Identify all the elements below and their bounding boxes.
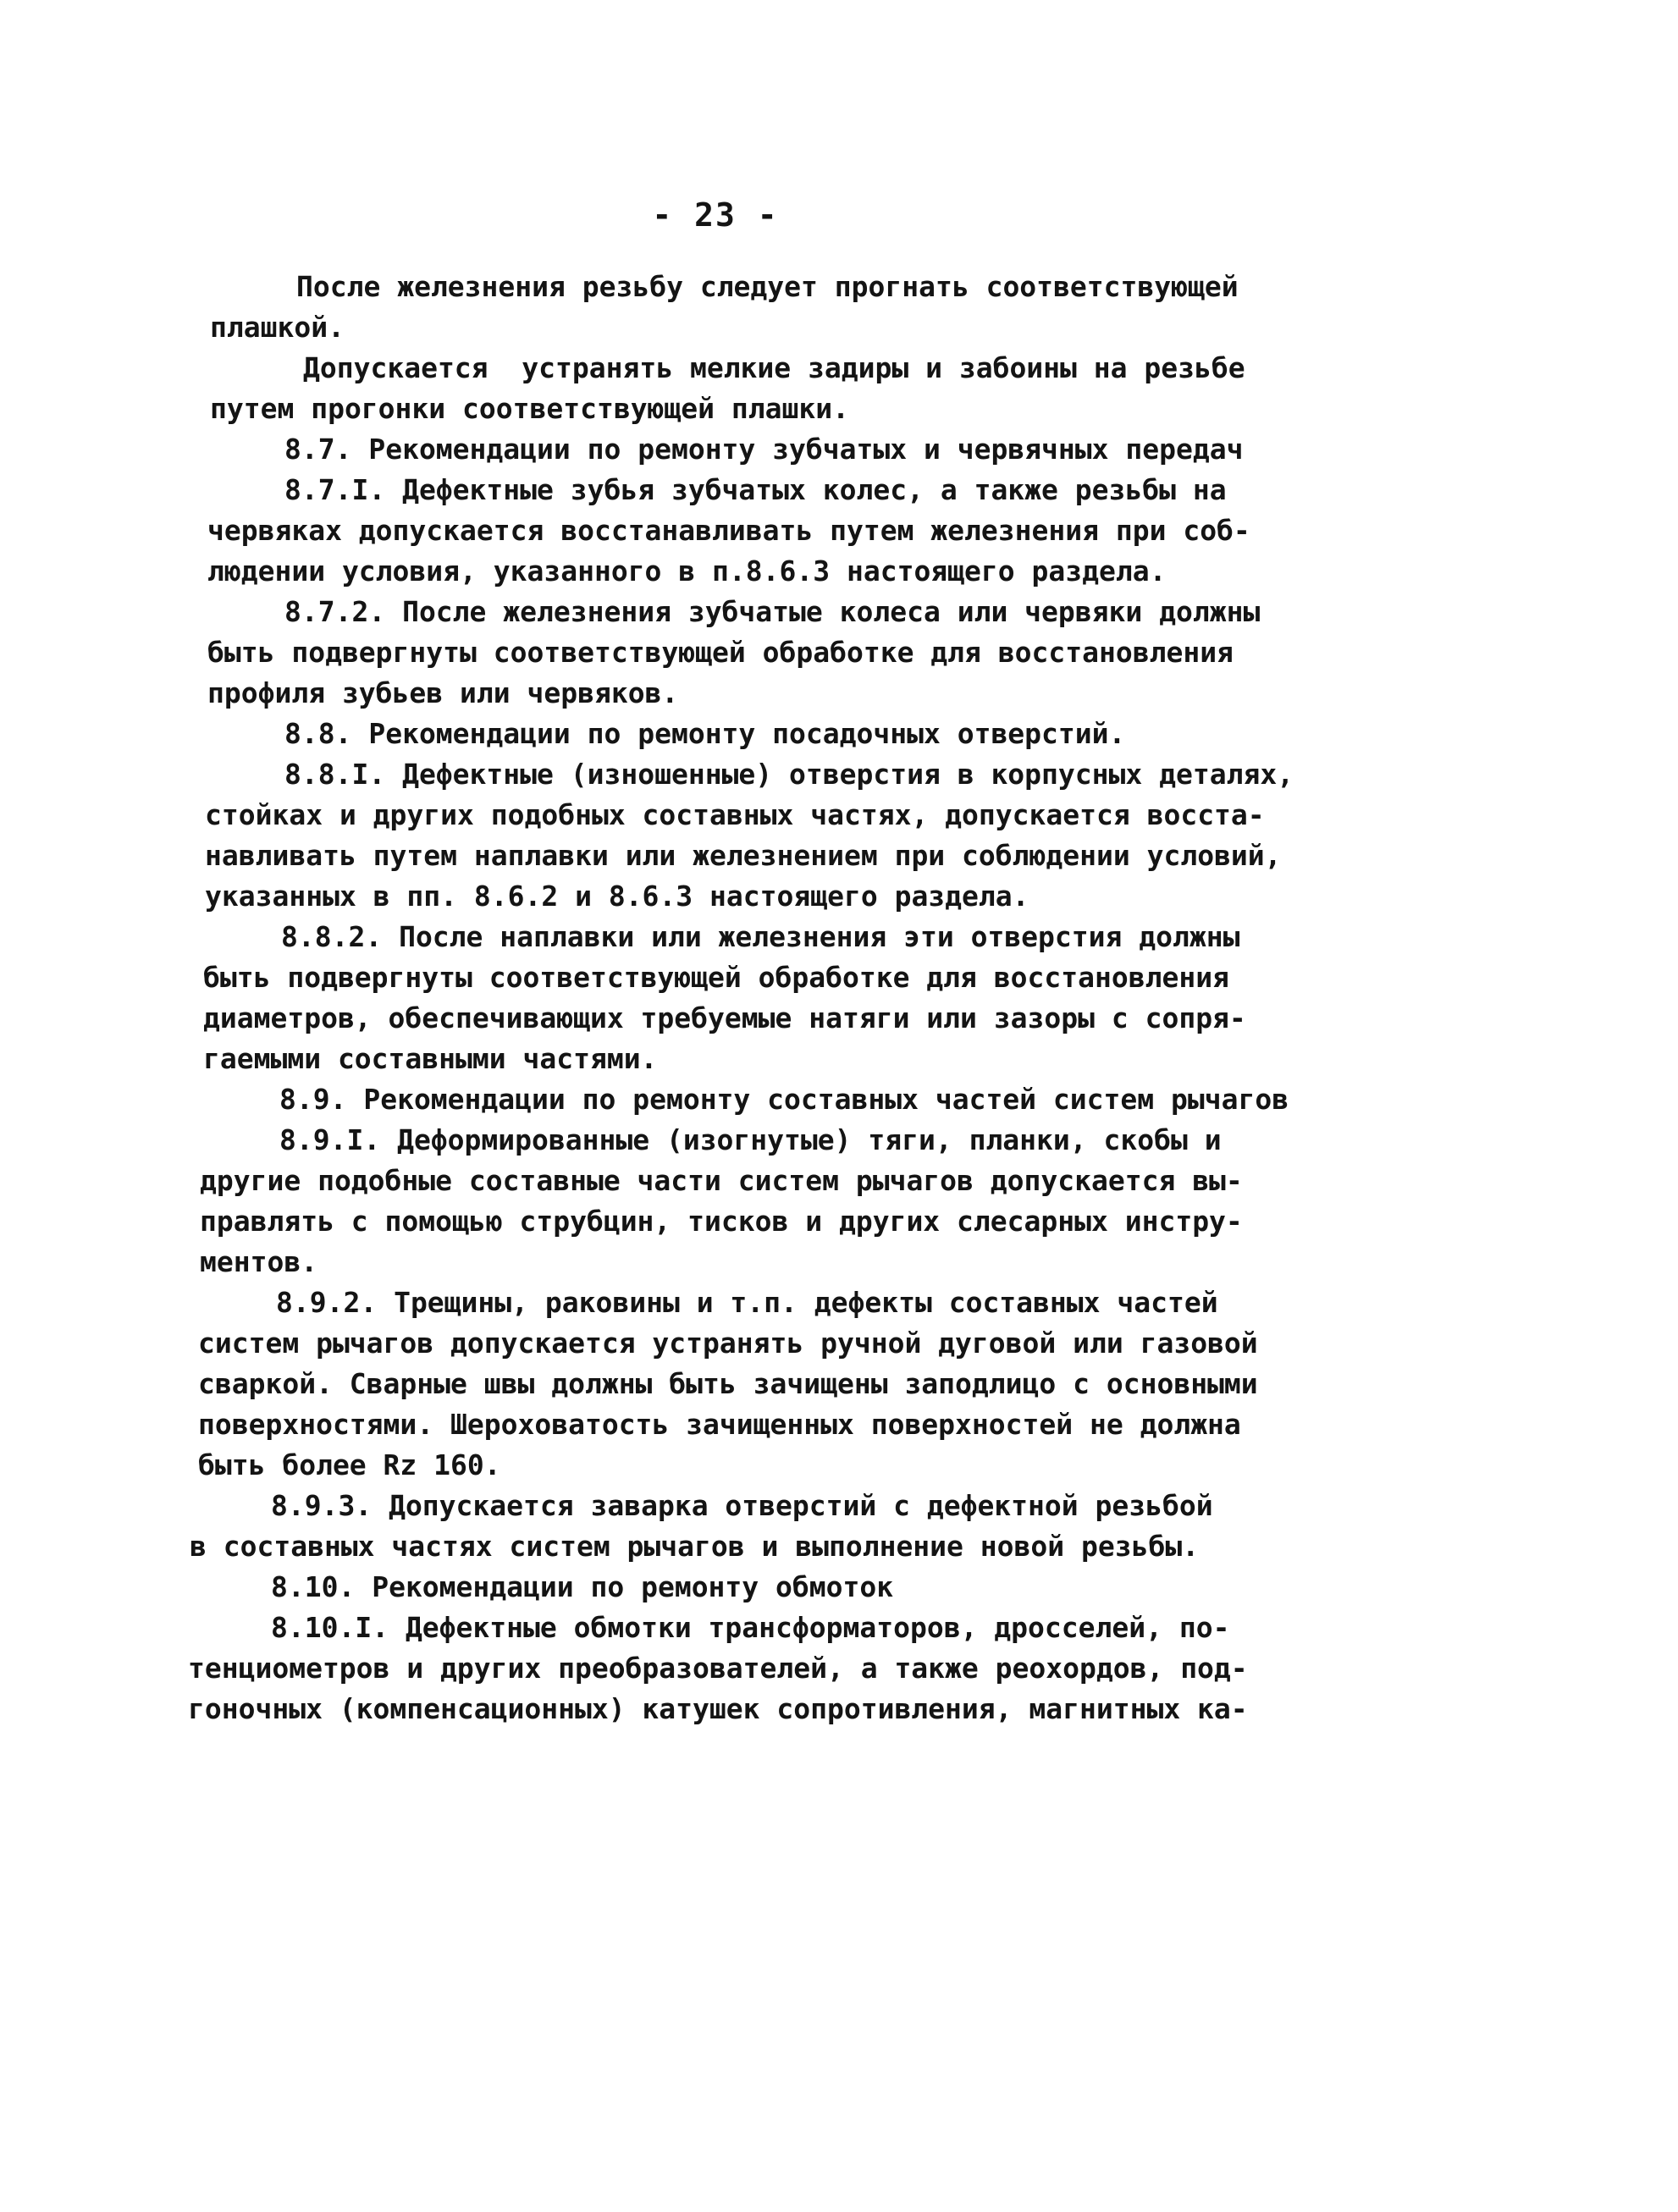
- text-line: навливать путем наплавки или железнением при соблюдении условий,: [205, 839, 1282, 872]
- text-line: тенциометров и других преобразователей, а также реохордов, под-: [188, 1652, 1248, 1685]
- text-line: быть подвергнуты соответствующей обработке для восстановления: [203, 961, 1229, 994]
- text-line: 8.8.2. После наплавки или железнения эти отверстия должны: [281, 920, 1240, 953]
- text-line: гоночных (компенсационных) катушек сопротивления, магнитных ка-: [188, 1692, 1248, 1725]
- text-line: 8.8.I. Дефектные (изношенные) отверстия в корпусных деталях,: [284, 758, 1294, 791]
- text-line: плашкой.: [210, 311, 345, 344]
- text-line: поверхностями. Шероховатость зачищенных поверхностей не должна: [198, 1408, 1241, 1441]
- text-line: 8.9.2. Трещины, раковины и т.п. дефекты составных частей: [276, 1286, 1218, 1319]
- text-line: Допускается устранять мелкие задиры и забоины на резьбе: [303, 351, 1245, 384]
- text-line: червяках допускается восстанавливать путем железнения при соб-: [207, 514, 1250, 547]
- text-line: 8.9.3. Допускается заварка отверстий с дефектной резьбой: [271, 1489, 1213, 1522]
- text-line: сваркой. Сварные швы должны быть зачищены заподлицо с основными: [198, 1367, 1258, 1400]
- text-line: людении условия, указанного в п.8.6.3 настоящего раздела.: [207, 554, 1167, 587]
- text-line: гаемыми составными частями.: [203, 1042, 658, 1075]
- text-line: стойках и других подобных составных частях, допускается восста-: [205, 798, 1265, 831]
- text-line: 8.9. Рекомендации по ремонту составных частей систем рычагов: [279, 1083, 1289, 1116]
- text-line: 8.7.2. После железнения зубчатые колеса или червяки должны: [284, 595, 1261, 628]
- text-line: 8.7.I. Дефектные зубья зубчатых колес, а также резьбы на: [284, 473, 1227, 506]
- text-line: После железнения резьбу следует прогнать соответствующей: [296, 270, 1239, 303]
- text-line: быть более Rz 160.: [198, 1448, 501, 1481]
- text-line: 8.7. Рекомендации по ремонту зубчатых и червячных передач: [284, 433, 1244, 466]
- text-line: указанных в пп. 8.6.2 и 8.6.3 настоящего раздела.: [205, 880, 1029, 913]
- text-line: быть подвергнуты соответствующей обработке для восстановления: [207, 636, 1234, 669]
- text-line: путем прогонки соответствующей плашки.: [210, 392, 849, 425]
- text-line: профиля зубьев или червяков.: [207, 676, 679, 709]
- text-line: 8.8. Рекомендации по ремонту посадочных отверстий.: [284, 717, 1126, 750]
- text-line: диаметров, обеспечивающих требуемые натяги или зазоры с сопря-: [203, 1001, 1246, 1034]
- text-line: ментов.: [200, 1245, 318, 1278]
- text-line: 8.9.I. Деформированные (изогнутые) тяги, планки, скобы и: [279, 1123, 1222, 1156]
- text-line: другие подобные составные части систем рычагов допускается вы-: [200, 1164, 1243, 1197]
- text-line: правлять с помощью струбцин, тисков и других слесарных инстру-: [200, 1205, 1243, 1238]
- page-number: - 23 -: [652, 196, 779, 234]
- text-line: в составных частях систем рычагов и выполнение новой резьбы.: [190, 1530, 1200, 1563]
- text-line: систем рычагов допускается устранять ручной дуговой или газовой: [198, 1327, 1258, 1360]
- text-line: 8.10.I. Дефектные обмотки трансформаторов, дросселей, по-: [271, 1611, 1230, 1644]
- text-line: 8.10. Рекомендации по ремонту обмоток: [271, 1570, 894, 1603]
